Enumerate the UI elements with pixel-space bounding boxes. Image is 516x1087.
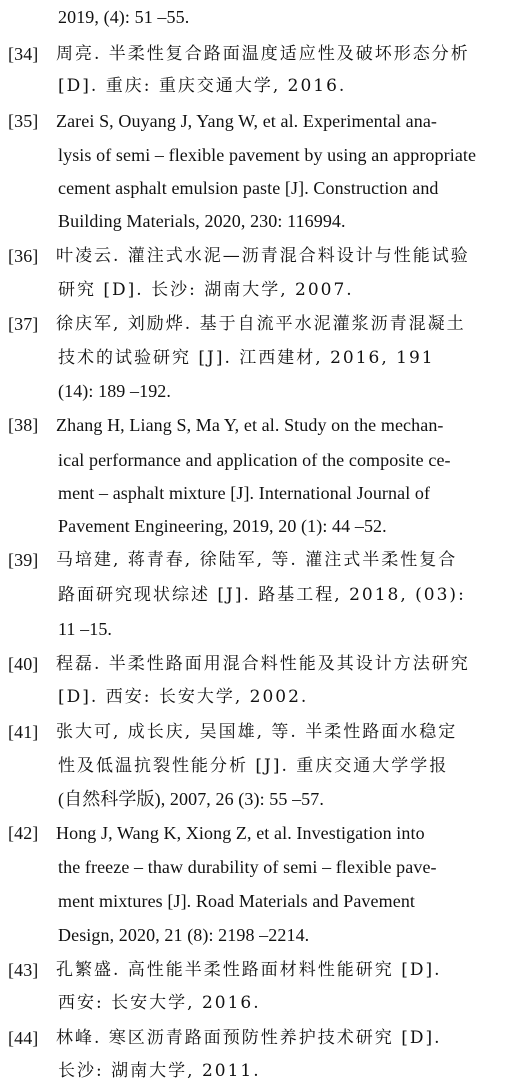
reference-number: [40]	[8, 654, 39, 674]
reference-number: [43]	[8, 960, 39, 980]
reference-line: Hong J, Wang K, Xiong Z, et al. Investigation into	[56, 823, 425, 843]
reference-line: Zarei S, Ouyang J, Yang W, et al. Experimental ana-	[56, 111, 438, 131]
reference-line: ment – asphalt mixture [J]. International Journal of	[58, 483, 431, 503]
reference-line: Design, 2020, 21 (8): 2198 –2214.	[58, 925, 310, 945]
reference-line: cement asphalt emulsion paste [J]. Construction and	[58, 178, 439, 198]
reference-line: Zhang H, Liang S, Ma Y, et al. Study on the mechan-	[56, 415, 444, 435]
reference-number: [37]	[8, 314, 39, 334]
reference-line: Pavement Engineering, 2019, 20 (1): 44 –52.	[58, 516, 387, 536]
reference-line: 路面研究现状综述 [J]. 路基工程, 2018, (03):	[58, 585, 466, 605]
reference-line: 张大可, 成长庆, 吴国雄, 等. 半柔性路面水稳定	[56, 722, 458, 742]
reference-line: 程磊. 半柔性路面用混合料性能及其设计方法研究	[56, 654, 470, 674]
reference-number: [38]	[8, 415, 39, 435]
reference-line: Building Materials, 2020, 230: 116994.	[58, 211, 346, 231]
reference-number: [42]	[8, 823, 39, 843]
reference-line: 马培建, 蒋青春, 徐陆军, 等. 灌注式半柔性复合	[56, 550, 458, 570]
reference-line: 性及低温抗裂性能分析 [J]. 重庆交通大学学报	[58, 756, 449, 776]
reference-line: 林峰. 寒区沥青路面预防性养护技术研究 [D].	[56, 1028, 442, 1048]
reference-line: 周亮. 半柔性复合路面温度适应性及破坏形态分析	[56, 44, 470, 64]
reference-line: 徐庆军, 刘励烨. 基于自流平水泥灌浆沥青混凝土	[56, 314, 466, 334]
reference-number: [36]	[8, 246, 39, 266]
reference-number: [39]	[8, 550, 39, 570]
reference-line: 叶凌云. 灌注式水泥—沥青混合料设计与性能试验	[56, 246, 470, 266]
reference-line: 技术的试验研究 [J]. 江西建材, 2016, 191	[58, 348, 435, 368]
reference-line: 11 –15.	[58, 619, 113, 639]
reference-line: 2019, (4): 51 –55.	[58, 7, 190, 27]
reference-line: 孔繁盛. 高性能半柔性路面材料性能研究 [D].	[56, 960, 442, 980]
reference-line: (14): 189 –192.	[58, 381, 171, 401]
reference-line: 长沙: 湖南大学, 2011.	[58, 1061, 261, 1081]
reference-line: ment mixtures [J]. Road Materials and Pavement	[58, 891, 416, 911]
reference-line: (自然科学版), 2007, 26 (3): 55 –57.	[58, 789, 324, 809]
reference-line: the freeze – thaw durability of semi – flexible pave-	[58, 857, 437, 877]
reference-line: [D]. 西安: 长安大学, 2002.	[58, 687, 309, 707]
reference-number: [34]	[8, 44, 39, 64]
reference-number: [41]	[8, 722, 39, 742]
reference-line: 研究 [D]. 长沙: 湖南大学, 2007.	[58, 280, 354, 300]
reference-line: 西安: 长安大学, 2016.	[58, 993, 261, 1013]
reference-line: [D]. 重庆: 重庆交通大学, 2016.	[58, 76, 347, 96]
reference-line: lysis of semi – flexible pavement by using an appropriate	[58, 145, 477, 165]
reference-number: [44]	[8, 1028, 39, 1048]
reference-number: [35]	[8, 111, 39, 131]
reference-line: ical performance and application of the composite ce-	[58, 450, 451, 470]
